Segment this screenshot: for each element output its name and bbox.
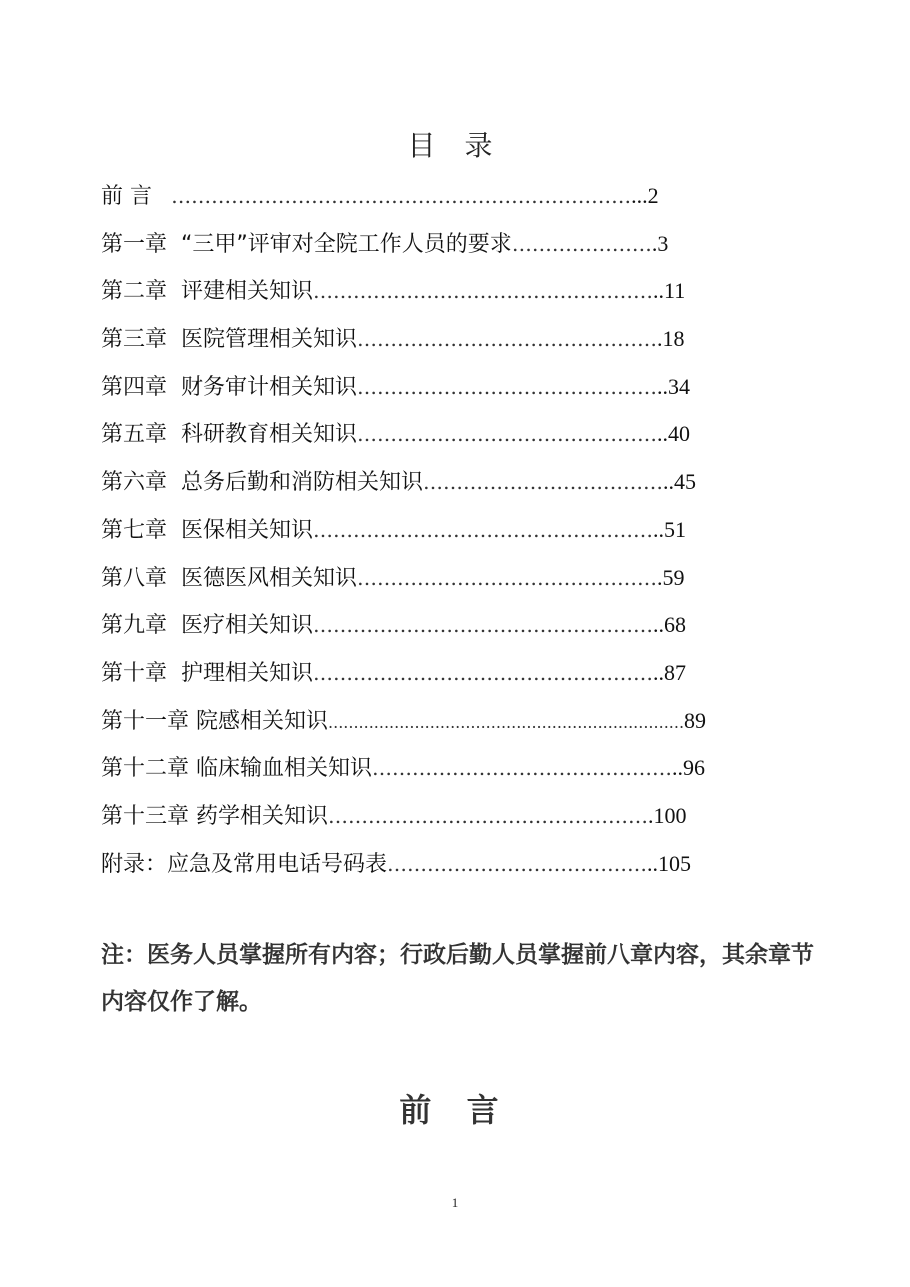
- toc-chapter-label: 附录：: [101, 851, 168, 877]
- toc-chapter-label: 第一章: [101, 231, 168, 257]
- toc-chapter-label: 第八章: [101, 565, 168, 591]
- toc-page-number: .18: [657, 326, 685, 352]
- toc-entry-chapter-1[interactable]: [101, 220, 821, 268]
- toc-dot-leader: …………………………………………: [328, 803, 649, 828]
- toc-entry-name: 科研教育相关知识: [167, 422, 358, 448]
- toc-dot-leader: ………………………………………: [357, 422, 658, 447]
- scope-note: 注：医务人员掌握所有内容；行政后勤人员掌握前八章内容，其余章节内容仅作了解。: [101, 942, 814, 1015]
- toc-entry-chapter-8[interactable]: [101, 554, 821, 602]
- toc-entry-name: 评建相关知识: [167, 279, 314, 305]
- toc-title: 目 录: [407, 129, 503, 162]
- toc-entry-chapter-9[interactable]: [101, 601, 821, 649]
- toc-entry-appendix[interactable]: [101, 840, 821, 888]
- toc-entry-name: 总务后勤和消防相关知识: [167, 470, 424, 496]
- toc-dot-leader: ………………………………………: [357, 374, 658, 399]
- toc-dot-leader: ………………………………………: [357, 327, 658, 352]
- toc-dot-leader: ……………………………………………: [313, 613, 654, 638]
- toc-dot-leader: ………………………………………: [372, 756, 673, 781]
- toc-page-number: .100: [648, 802, 687, 828]
- toc-entry-chapter-7[interactable]: [101, 506, 821, 554]
- toc-page-number: ...2: [631, 183, 659, 208]
- toc-entry-name: 临床输血相关知识: [189, 756, 373, 782]
- toc-chapter-label: 第六章: [101, 470, 168, 496]
- toc-chapter-label: 第三章: [101, 327, 168, 353]
- toc-dot-leader: ……………………………………………: [313, 517, 654, 542]
- toc-entry-chapter-11[interactable]: [101, 697, 821, 745]
- toc-entry-name: 医疗相关知识: [167, 613, 314, 639]
- toc-entry-preface[interactable]: [101, 172, 821, 220]
- toc-page-number: .3: [651, 230, 669, 256]
- toc-entry-chapter-5[interactable]: [101, 410, 821, 458]
- toc-page-number: ..96: [672, 755, 706, 781]
- toc-dot-leader: …………………: [511, 231, 652, 256]
- toc-dot-leader: ……………………………………………: [313, 660, 654, 685]
- toc-chapter-label: 第九章: [101, 613, 168, 639]
- toc-list: [101, 172, 821, 887]
- toc-page-number: .59: [657, 564, 685, 590]
- toc-page-number: ..11: [653, 278, 686, 304]
- toc-entry-name: 医院管理相关知识: [167, 327, 358, 353]
- toc-entry-name: 护理相关知识: [167, 660, 314, 686]
- toc-page-number: ..68: [653, 612, 687, 638]
- toc-page-number: ..105: [647, 850, 692, 876]
- toc-dot-leader: ……………………………………………………………: [152, 184, 632, 208]
- toc-chapter-label: 第七章: [101, 517, 168, 543]
- toc-chapter-label: 第十二章: [101, 756, 190, 782]
- toc-page-number: ..40: [657, 421, 691, 447]
- toc-chapter-label: 第十三章: [101, 803, 190, 829]
- toc-dot-leader: …………………………………: [387, 851, 648, 876]
- toc-entry-name: 医德医风相关知识: [167, 565, 358, 591]
- toc-dot-leader: ………………………………: [423, 470, 664, 495]
- toc-entry-chapter-4[interactable]: [101, 363, 821, 411]
- toc-dot-leader: ………………………………………: [357, 565, 658, 590]
- toc-entry-chapter-3[interactable]: [101, 315, 821, 363]
- toc-chapter-label: 第十一章: [101, 708, 190, 734]
- toc-chapter-label: 第五章: [101, 422, 168, 448]
- toc-entry-name: 应急及常用电话号码表: [167, 851, 388, 877]
- toc-dot-leader: ......................................................................: [328, 712, 685, 732]
- toc-entry-name: 院感相关知识: [189, 708, 329, 734]
- toc-entry-chapter-13[interactable]: [101, 792, 821, 840]
- toc-entry-name: 财务审计相关知识: [167, 374, 358, 400]
- toc-entry-chapter-12[interactable]: [101, 744, 821, 792]
- toc-page-number: ..87: [653, 659, 687, 685]
- toc-entry-chapter-2[interactable]: [101, 267, 821, 315]
- toc-page-number: 89: [684, 707, 707, 733]
- toc-entry-name: “三甲”评审对全院工作人员的要求: [167, 231, 512, 257]
- toc-page-number: ..45: [663, 469, 697, 495]
- page-number: 1: [451, 1195, 459, 1210]
- toc-dot-leader: ……………………………………………: [313, 279, 654, 304]
- toc-entry-name: 医保相关知识: [167, 517, 314, 543]
- toc-entry-chapter-10[interactable]: [101, 649, 821, 697]
- toc-chapter-label: 第四章: [101, 374, 168, 400]
- toc-entry-name: 药学相关知识: [189, 803, 329, 829]
- toc-chapter-label: 前 言: [101, 184, 152, 209]
- toc-chapter-label: 第十章: [101, 660, 168, 686]
- toc-page-number: ..34: [657, 373, 691, 399]
- toc-chapter-label: 第二章: [101, 279, 168, 305]
- preface-heading: 前 言: [399, 1091, 511, 1129]
- toc-page-number: ..51: [653, 516, 687, 542]
- toc-entry-chapter-6[interactable]: [101, 458, 821, 506]
